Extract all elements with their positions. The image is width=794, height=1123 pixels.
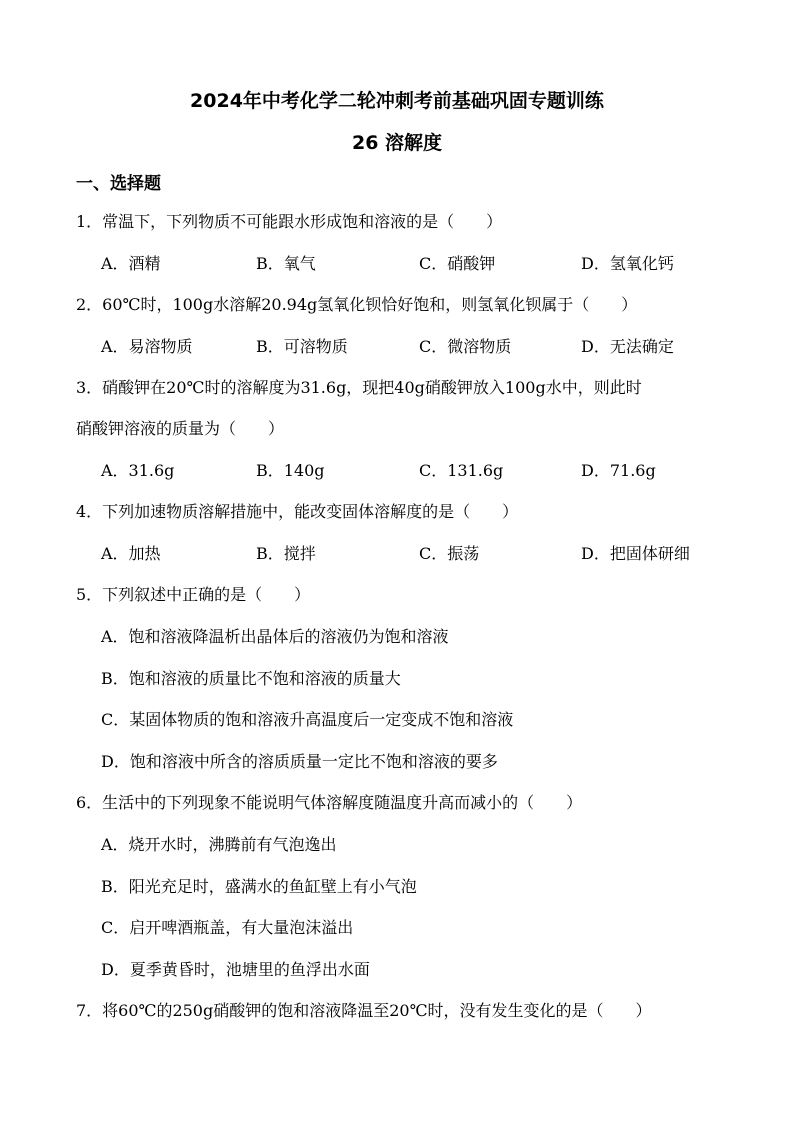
- question-1-option-a: A．酒精: [101, 254, 161, 273]
- question-5-option-d: D．饱和溶液中所含的溶质质量一定比不饱和溶液的要多: [101, 752, 498, 771]
- question-5-option-a: A．饱和溶液降温析出晶体后的溶液仍为饱和溶液: [101, 627, 449, 646]
- question-1-option-c: C．硝酸钾: [419, 254, 496, 273]
- question-3-option-c: C．131.6g: [419, 461, 504, 480]
- question-6-option-b: B．阳光充足时，盛满水的鱼缸壁上有小气泡: [101, 877, 417, 896]
- question-2-options: [101, 336, 761, 358]
- question-4-stem: 4．下列加速物质溶解措施中，能改变固体溶解度的是（ ）: [76, 502, 519, 521]
- question-5-option-b: B．饱和溶液的质量比不饱和溶液的质量大: [101, 669, 401, 688]
- question-1-option-d: D．氢氧化钙: [581, 254, 674, 273]
- question-2-stem: 2．60℃时，100g水溶解20.94g氢氧化钡恰好饱和，则氢氧化钡属于（ ）: [76, 295, 638, 314]
- question-4-options: [101, 543, 761, 565]
- question-6-option-a: A．烧开水时，沸腾前有气泡逸出: [101, 835, 337, 854]
- question-3-stem-line-2: 硝酸钾溶液的质量为（ ）: [76, 419, 285, 438]
- question-4-option-b: B．搅拌: [256, 544, 316, 563]
- document-title: 2024年中考化学二轮冲刺考前基础巩固专题训练: [190, 90, 604, 112]
- question-6-stem: 6．生活中的下列现象不能说明气体溶解度随温度升高而减小的（ ）: [76, 793, 583, 812]
- question-5-option-c: C．某固体物质的饱和溶液升高温度后一定变成不饱和溶液: [101, 710, 514, 729]
- question-1-options: [101, 253, 761, 275]
- question-1-stem: 1．常温下，下列物质不可能跟水形成饱和溶液的是（ ）: [76, 212, 503, 231]
- document-subtitle: 26 溶解度: [351, 132, 443, 154]
- question-2-option-a: A．易溶物质: [101, 337, 193, 356]
- question-4-option-d: D．把固体研细: [581, 544, 690, 563]
- question-3-options: [101, 460, 761, 482]
- question-2-option-b: B．可溶物质: [256, 337, 348, 356]
- question-3-stem-line-1: 3．硝酸钾在20℃时的溶解度为31.6g，现把40g硝酸钾放入100g水中，则此时: [76, 378, 642, 397]
- question-6-option-c: C．启开啤酒瓶盖，有大量泡沫溢出: [101, 918, 354, 937]
- question-3-option-d: D．71.6g: [581, 461, 656, 480]
- question-6-option-d: D．夏季黄昏时，池塘里的鱼浮出水面: [101, 960, 370, 979]
- question-1-option-b: B．氧气: [256, 254, 316, 273]
- question-4-option-a: A．加热: [101, 544, 161, 563]
- question-3-option-b: B．140g: [256, 461, 325, 480]
- question-7-stem: 7．将60℃的250g硝酸钾的饱和溶液降温至20℃时，没有发生变化的是（ ）: [76, 1001, 652, 1020]
- section-heading: 一、选择题: [76, 174, 161, 194]
- question-5-stem: 5．下列叙述中正确的是（ ）: [76, 585, 311, 604]
- question-2-option-c: C．微溶物质: [419, 337, 512, 356]
- question-3-option-a: A．31.6g: [101, 461, 175, 480]
- question-2-option-d: D．无法确定: [581, 337, 674, 356]
- question-4-option-c: C．振荡: [419, 544, 480, 563]
